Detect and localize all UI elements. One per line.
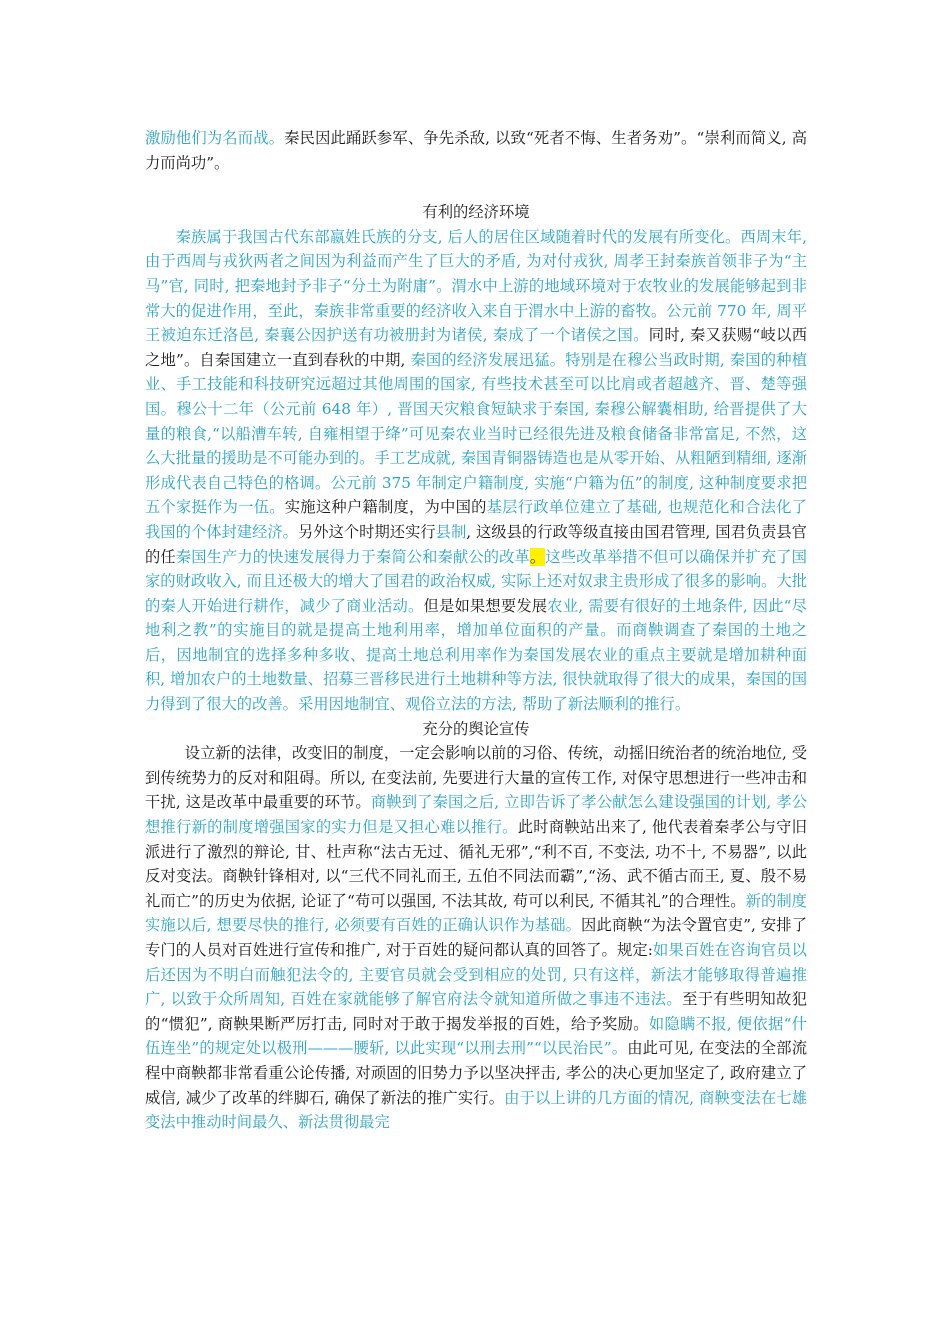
text-segment: 此时商鞅站出来了, 他代表着秦孝公与守旧派进行了激烈的辩论, 甘、杜声称“法古无过、循礼无邪”,“利不百, 不变法, 功不十, 不易器”, 以此反对变法。商鞅针锋相对, 以“三代不同礼而王, 五伯不同法而霸”,“汤、武不循古而王, 夏、殷不易礼而亡”的历史为依据, 论证了“苟可以强国, 不法其故, 苟可以利民, 不循其礼”的合理性。	[145, 818, 807, 910]
text-segment: 实施这种户籍制度，为中国的	[284, 498, 487, 517]
text-segment: 新的制度实施以后, 想要尽快的推行, 必须要有百姓的正确认识作为基础。	[145, 891, 807, 935]
economy-paragraph	[145, 225, 807, 717]
text-segment: 激励他们为名而战。	[145, 129, 285, 147]
text-segment: 至于有些明知故犯的“惯犯”, 商鞅果断严厉打击, 同时对于敢于揭发举报的百姓，给予奖励。	[145, 990, 807, 1033]
text-segment: 秦族属于我国古代东部嬴姓氏族的分支, 后人的居住区域随着时代的发展有所变化。西周末年, 由于西周与戎狄两者之间因为利益而产生了巨大的矛盾, 为对付戎狄, 周孝王封秦族首领非子为“主马”官, 同时, 把秦地封予非子“分土为附庸”。渭水中上游的地域环境对于农牧业的发展能够起到非常大的促进作用，至此，秦族非常重要的经济收入来自于渭水中上游的畜牧。公元前 770 年, 周平王被迫东迁洛邑, 秦襄公因护送有功被册封为诸侯, 秦成了一个诸侯之国。	[145, 227, 807, 345]
text-segment: 公元前 375 年制定户籍制度, 实施“户籍为伍”的制度, 这种制度要求把五个家挺作为一伍。	[145, 473, 807, 517]
text-segment: 但是如果想要发展	[423, 596, 548, 615]
document-page	[145, 126, 807, 1135]
text-segment: , 这级县的行政等级直接由国君管理, 国君负责县官的任	[145, 522, 807, 566]
section-title-propaganda: 充分的舆论宣传	[422, 719, 530, 738]
section-title-economy: 有利的经济环境	[422, 203, 530, 222]
text-segment: 如果百姓在咨询官员以后还因为不明白而触犯法令的, 主要官员就会受到相应的处罚, 只有这样，新法才能够取得普遍推广, 以致于众所周知, 百姓在家就能够了解官府法令就知道所做之事违不违法。	[145, 941, 807, 1009]
text-segment: 秦国的经济发展迅猛。特别是在穆公当政时期, 秦国的种植业、手工技能和科技研究远超过其他周围的国家, 有些技术甚至可以比肩或者超越齐、晋、楚等强国。穆公十二年（公元前 648 年）, 晋国天灾粮食短缺求于秦国, 秦穆公解囊相助, 给晋提供了大量的粮食,“以船漕车转, 自雍相望于绛”可见秦农业当时已经很先进及粮食储备非常富足, 不然，这么大批量的援助是不可能办到的。手工艺成就, 秦国青铜器铸造也是从零开始、从粗陋到精细, 逐渐形成代表自己特色的格调。	[145, 350, 807, 492]
text-segment: 秦民因此踊跃参军、争先杀敌, 以致“死者不悔、生者务劝”。“崇利而简义, 高力而尚功”。	[145, 129, 807, 172]
text-segment: 商鞅到了秦国之后, 立即告诉了孝公献怎么建设强国的计划, 孝公想推行新的制度增强国家的实力但是又担心难以推行。	[145, 793, 807, 837]
text-segment: 设立新的法律，改变旧的制度，一定会影响以前的习俗、传统，动摇旧统治者的统治地位, 受到传统势力的反对和阻碍。所以, 在变法前, 先要进行大量的宣传工作, 对保守思想进行一些冲击和干扰, 这是改革中最重要的环节。	[145, 744, 807, 812]
text-segment: 由此可见, 在变法的全部流程中商鞅都非常看重公论传播, 对顽固的旧势力予以坚决抨击, 孝公的决心更加坚定了, 政府建立了威信, 减少了改革的绊脚石, 确保了新法的推广实行。	[145, 1039, 807, 1107]
text-segment: 秦国生产力的快速发展得力于秦简公和秦献公的改革	[175, 547, 530, 566]
intro-paragraph	[145, 126, 807, 175]
propaganda-paragraph	[145, 741, 807, 1135]
text-segment: 同时, 秦又获赐“岐以西之地”。自秦国建立一直到春秋的中期,	[145, 326, 808, 369]
text-segment: 农业, 需要有很好的土地条件, 因此“尽地利之教”的实施目的就是提高土地利用率，增加单位面积的产量。	[145, 596, 807, 640]
text-segment: 这些改革举措不但可以确保并扩充了国家的财政收入, 而且还极大的增大了国君的政治权威, 实际上还对奴隶主贵形成了很多的影响。大批的秦人开始进行耕作，减少了商业活动。	[145, 547, 807, 615]
text-segment: 基层行政单位建立了基础, 也规范化和合法化了我国的个体封建经济。	[145, 498, 807, 541]
text-segment: 因此商鞅“为法令置官吏”, 安排了专门的人员对百姓进行宣传和推广, 对于百姓的疑问都认真的回答了。规定:	[145, 916, 807, 959]
text-segment: 由于以上讲的几方面的情况, 商鞅变法在七雄变法中推动时间最久、新法贯彻最完	[145, 1088, 807, 1132]
text-segment: 而商鞅调查了秦国的土地之后，因地制宜的选择多种多收、提高土地总利用率作为秦国发展农业的重点主要就是增加耕种面积, 增加农户的土地数量、招募三晋移民进行土地耕种等方法, 很快就取得了很大的成果，秦国的国力得到了很大的改善。	[145, 621, 807, 714]
text-segment: 另外这个时期还实行	[297, 522, 436, 541]
text-segment: 县制	[435, 522, 467, 541]
text-segment: 采用因地制宜、观俗立法的方法, 帮助了新法顺利的推行。	[297, 695, 691, 714]
highlighted-text: 。	[529, 547, 546, 566]
text-segment: 如隐瞒不报, 便依据“什伍连坐”的规定处以极刑———腰斩, 以此实现“以刑去刑”“以民治民”。	[145, 1014, 808, 1058]
